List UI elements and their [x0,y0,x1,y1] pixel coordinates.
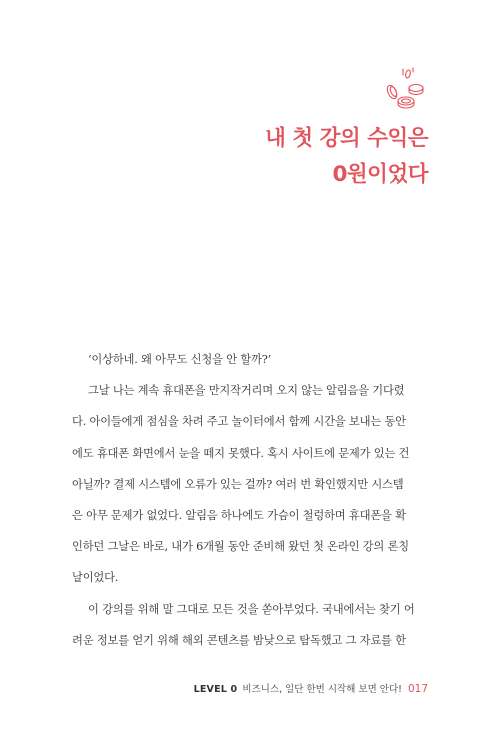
page-footer [194,681,428,695]
body-line: 날이었다. [72,571,119,585]
footer-chapter: 비즈니스, 일단 한번 시작해 보면 안다! [242,684,402,695]
body-line: 이 강의를 위해 말 그대로 모든 것을 쏟아부었다. 국내에서는 찾기 어 [88,602,415,616]
body-line: 다. 아이들에게 점심을 차려 주고 놀이터에서 함께 시간을 보내는 동안 [72,415,406,429]
chapter-title-line-2: 0원이었다 [332,162,428,187]
body-line: 에도 휴대폰 화면에서 눈을 떼지 못했다. 혹시 사이트에 문제가 있는 건 [72,446,410,460]
body-line: ‘이상하네. 왜 아무도 신청을 안 할까?’ [88,353,271,366]
body-line: 려운 정보를 얻기 위해 해외 콘텐츠를 밤낮으로 탐독했고 그 자료를 한 [72,633,406,647]
body-text [72,344,432,656]
body-line: 인하던 그날은 바로, 내가 6개월 동안 준비해 왔던 첫 온라인 강의 론칭 [72,540,409,554]
chapter-title-line-1: 내 첫 강의 수익은 [265,126,428,151]
footer-level: LEVEL 0 [193,684,238,695]
falling-coins-icon [378,66,428,110]
page-number: 017 [407,683,428,695]
chapter-title [265,121,428,193]
body-line: 아닐까? 결제 시스템에 오류가 있는 걸까? 여러 번 확인했지만 시스템 [72,477,404,491]
body-line: 은 아무 문제가 없었다. 알림음 하나에도 가슴이 철렁하며 휴대폰을 확 [72,508,406,522]
body-line: 그날 나는 계속 휴대폰을 만지작거리며 오지 않는 알림음을 기다렸 [88,384,405,398]
